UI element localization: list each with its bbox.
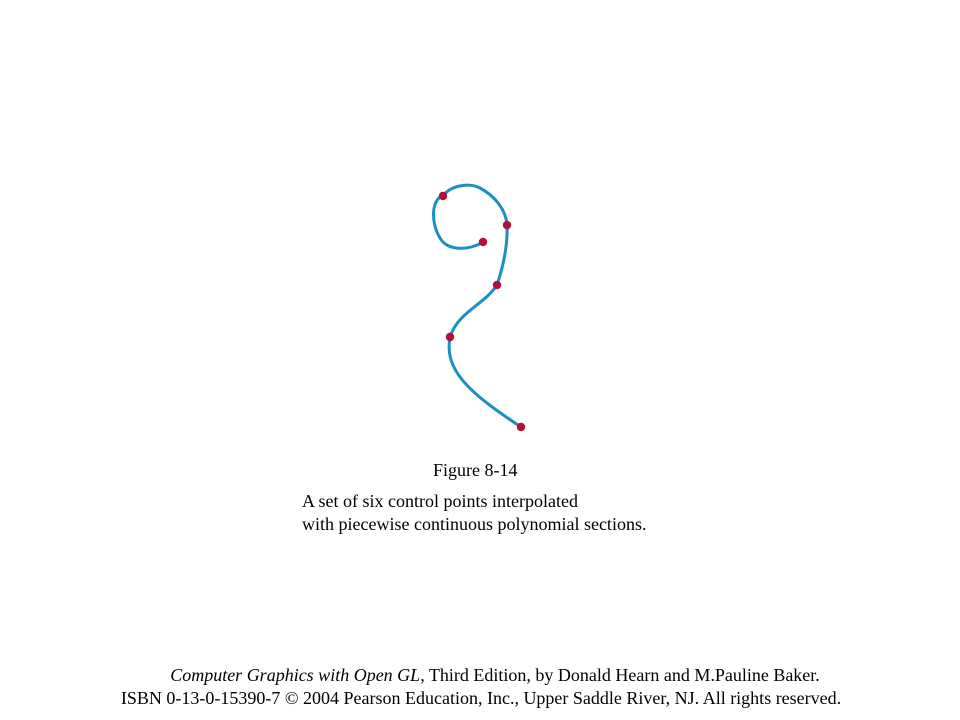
book-title: Computer Graphics with Open GL (170, 665, 421, 685)
figure-number: Figure 8-14 (433, 460, 518, 480)
control-point (517, 423, 525, 431)
footer-copyright-line: ISBN 0-13-0-15390-7 © 2004 Pearson Education, Inc., Upper Saddle River, NJ. All rights reserved. (120, 688, 842, 708)
control-point (446, 333, 454, 341)
figure-caption (302, 490, 646, 536)
control-point (493, 281, 501, 289)
footer-citation-line (0, 664, 960, 687)
control-point (439, 192, 447, 200)
control-point (479, 238, 487, 246)
book-details: , Third Edition, by Donald Hearn and M.Pauline Baker. (420, 665, 820, 685)
book-footer (0, 664, 960, 710)
caption-line-2: with piecewise continuous polynomial sections. (302, 514, 647, 534)
caption-line-1: A set of six control points interpolated (302, 491, 578, 511)
control-point (503, 221, 511, 229)
